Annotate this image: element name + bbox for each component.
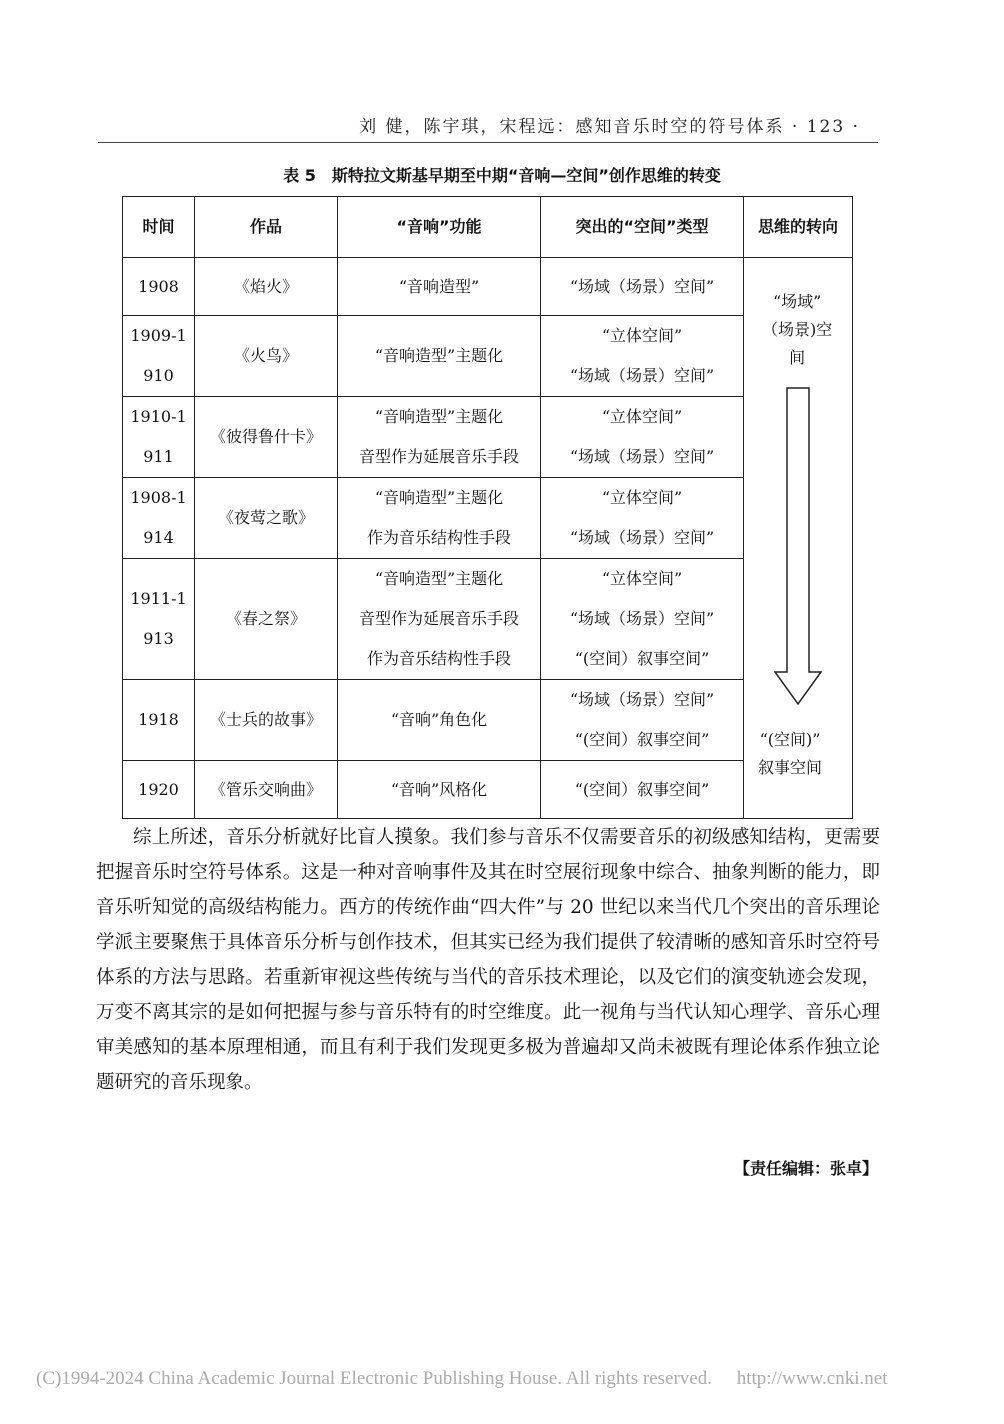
col-header: “音响”功能: [338, 197, 541, 258]
space-line: “场域（场景）空间”: [569, 690, 715, 709]
footer-url[interactable]: http://www.cnki.net: [736, 1368, 888, 1389]
time-cell: [123, 316, 195, 397]
function-cell: [338, 316, 541, 397]
editor-note: 【责任编辑：张卓】: [733, 1159, 878, 1178]
space-cell: [541, 761, 744, 819]
mind-shift-start: “场域” （场景)空 间: [762, 292, 833, 367]
function-line: “音响”风格化: [390, 779, 488, 799]
col-header: 作品: [195, 197, 338, 258]
running-header: 刘 健，陈宇琪，宋程远：感知音乐时空的符号体系 · 123 ·: [359, 117, 860, 137]
space-line: “场域（场景）空间”: [569, 366, 715, 385]
time-cell-line: 911: [143, 447, 174, 466]
work-cell: 《士兵的故事》: [195, 680, 338, 761]
time-cell-line: 910: [143, 366, 174, 385]
space-cell: [541, 478, 744, 559]
space-line: “立体空间”: [601, 407, 683, 426]
work-cell: 《火鸟》: [195, 316, 338, 397]
function-line: “音响造型”主题化: [374, 569, 504, 588]
time-cell: [123, 478, 195, 559]
space-line: “场域（场景）空间”: [569, 609, 715, 628]
space-line: “场域（场景）空间”: [569, 447, 715, 466]
time-cell: [123, 397, 195, 478]
space-cell: [541, 316, 744, 397]
copyright-footer: [36, 1368, 887, 1390]
time-cell: [123, 680, 195, 761]
function-cell: [338, 258, 541, 316]
mind-shift-end: “(空间)” 叙事空间: [758, 730, 823, 777]
function-cell: [338, 559, 541, 680]
function-line: “音响造型”主题化: [374, 346, 504, 365]
function-line: 作为音乐结构性手段: [366, 649, 511, 668]
time-cell: [123, 559, 195, 680]
mind-shift-cell: [744, 258, 853, 819]
space-cell: [541, 559, 744, 680]
down-arrow-icon: [774, 386, 824, 706]
paragraph-text: 综上所述，音乐分析就好比盲人摸象。我们参与音乐不仅需要音乐的初级感知结构，更需要把握音乐时空符号体系。这是一种对音响事件及其在时空展衍现象中综合、抽象判断的能力，即音乐听知觉的高级结构能力。西方的传统作曲“四大件”与 20 世纪以来当代几个突出的音乐理论学派主要聚焦于具体音乐分析与创作技术，但其实已经为我们提供了较清晰的感知音乐时空符号体系的方法与思路。若重新审视这些传统与当代的音乐技术理论，以及它们的演变轨迹会发现，万变不离其宗的是如何把握与参与音乐特有的时空维度。此一视角与当代认知心理学、音乐心理审美感知的基本原理相通，而且有利于我们发现更多极为普遍却又尚未被既有理论体系作独立论题研究的音乐现象。: [96, 827, 880, 1093]
space-line: “立体空间”: [601, 569, 683, 588]
col-header: 思维的转向: [744, 197, 853, 258]
copyright-text: (C)1994-2024 China Academic Journal Electronic Publishing House. All rights reserved.: [36, 1368, 712, 1389]
time-cell: [123, 258, 195, 316]
function-line: “音响造型”: [398, 276, 480, 296]
work-cell: 《春之祭》: [195, 559, 338, 680]
body-paragraph: [96, 820, 880, 1100]
time-cell-line: 1918: [138, 710, 179, 729]
work-cell: 《彼得鲁什卡》: [195, 397, 338, 478]
function-cell: [338, 397, 541, 478]
col-header: 时间: [123, 197, 195, 258]
space-line: “场域（场景）空间”: [569, 528, 715, 547]
function-line: 音型作为延展音乐手段: [358, 447, 519, 466]
time-cell-line: 1911-1: [130, 589, 187, 608]
function-line: 作为音乐结构性手段: [366, 528, 511, 547]
time-cell: [123, 761, 195, 819]
table-header-row: [123, 197, 853, 258]
col-header: 突出的“空间”类型: [541, 197, 744, 258]
stravinsky-table: [122, 196, 853, 819]
time-cell-line: 1909-1: [130, 326, 187, 345]
time-cell-line: 913: [143, 629, 174, 648]
time-cell-line: 1908-1: [130, 488, 187, 507]
table-row: [123, 258, 853, 316]
space-line: “(空间）叙事空间”: [574, 779, 710, 799]
function-cell: [338, 761, 541, 819]
space-line: “(空间）叙事空间”: [574, 730, 710, 749]
header-rule: [98, 142, 878, 143]
function-cell: [338, 680, 541, 761]
work-cell: 《焰火》: [195, 258, 338, 316]
space-line: “(空间）叙事空间”: [574, 649, 710, 668]
time-cell-line: 914: [143, 528, 174, 547]
time-cell-line: 1920: [138, 779, 179, 799]
function-cell: [338, 478, 541, 559]
function-line: “音响造型”主题化: [374, 407, 504, 426]
function-line: “音响”角色化: [390, 710, 488, 729]
work-cell: 《管乐交响曲》: [195, 761, 338, 819]
work-cell: 《夜莺之歌》: [195, 478, 338, 559]
function-line: 音型作为延展音乐手段: [358, 609, 519, 628]
space-line: “立体空间”: [601, 326, 683, 345]
table-caption: 表 5 斯特拉文斯基早期至中期“音响—空间”创作思维的转变: [283, 166, 721, 185]
time-cell-line: 1908: [138, 276, 179, 296]
space-line: “场域（场景）空间”: [569, 276, 715, 296]
space-cell: [541, 258, 744, 316]
space-cell: [541, 680, 744, 761]
time-cell-line: 1910-1: [130, 407, 187, 426]
space-cell: [541, 397, 744, 478]
function-line: “音响造型”主题化: [374, 488, 504, 507]
space-line: “立体空间”: [601, 488, 683, 507]
